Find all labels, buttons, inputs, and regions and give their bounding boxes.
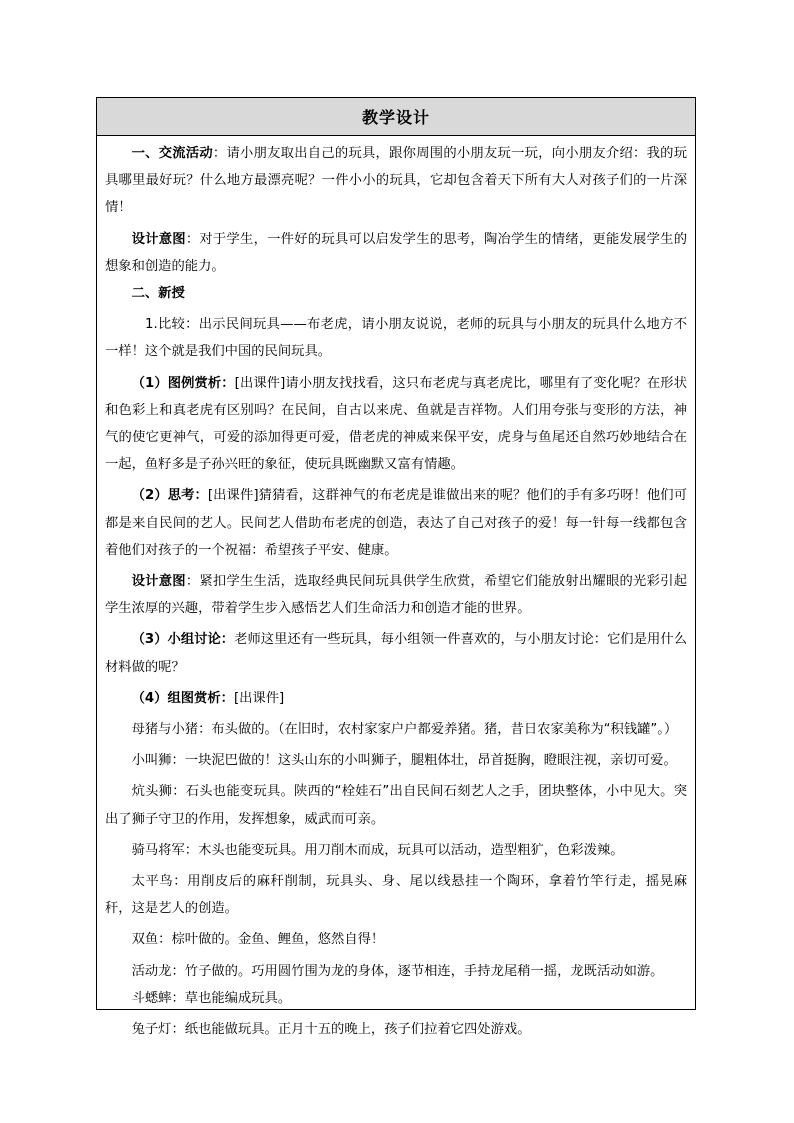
paragraph-text: ：请小朋友取出自己的玩具，跟你周围的小朋友玩一玩，向小朋友介绍：我的玩具哪里最好玩？什么地方最漂亮呢？一件小小的玩具，它却包含着天下所有大人对孩子们的一片深情！ (105, 146, 688, 216)
paragraph-text: [出课件] (233, 690, 285, 706)
paragraph-heading: （2）思考： (131, 488, 208, 504)
paragraph-text: 兔子灯：纸也能做玩具。正月十五的晚上，孩子们拉着它四处游戏。 (131, 1022, 531, 1038)
paragraph-new-lesson-heading (105, 280, 687, 307)
paragraph-text: [出课件]猜猜看，这群神气的布老虎是谁做出来的呢？他们的手有多巧呀！他们可都是来自民间的艺人。民间艺人借助布老虎的创造，表达了自己对孩子的爱！每一针每一线都包含着他们对孩子的一个祝福：希望孩子平安、健康。 (105, 488, 687, 558)
paragraph-heading: （3）小组讨论： (131, 632, 235, 648)
paragraph-peace-bird (105, 868, 687, 922)
paragraph-exchange-activity (105, 140, 687, 222)
paragraph-text: ：对于学生，一件好的玩具可以启发学生的思考，陶冶学生的情绪，更能发展学生的想象和创造的能力。 (105, 231, 688, 274)
paragraph-group-discussion (105, 626, 687, 680)
paragraph-text: 斗蟋蟀：草也能编成玩具。 (131, 990, 292, 1006)
paragraph-illustration-appreciation (105, 370, 687, 479)
paragraph-heading: 设计意图 (131, 574, 186, 590)
paragraph-text: 老师这里还有一些玩具，每小组领一件喜欢的，与小朋友讨论：它们是用什么材料做的呢？ (105, 632, 687, 675)
paragraph-group-appreciation (105, 685, 687, 712)
paragraph-text: 太平鸟：用削皮后的麻秆削制，玩具头、身、尾以线悬挂一个陶环，拿着竹竿行走，摇晃麻秆，这是艺人的创造。 (105, 874, 687, 917)
paragraph-design-intent-2 (105, 568, 687, 622)
paragraph-text: 炕头狮：石头也能变玩具。陕西的“栓娃石”出自民间石刻艺人之手，团块整体，小中见大。突出了狮子守卫的作用，发挥想象，威武而可亲。 (105, 784, 687, 827)
paragraph-sow-and-piglets (105, 716, 687, 743)
paragraph-heading: （4）组图赏析： (131, 690, 234, 706)
paragraph-thinking (105, 482, 687, 564)
table-header (97, 98, 695, 136)
paragraph-cricket (105, 985, 687, 1012)
paragraph-compare (105, 311, 687, 365)
paragraph-rabbit-lantern (105, 1016, 687, 1043)
paragraph-design-intent-1 (105, 226, 687, 280)
paragraph-text: 母猪与小猪：布头做的。（在旧时，农村家家户户都爱养猪。猪，昔日农家美称为“积钱罐”。） (131, 722, 678, 738)
paragraph-heading: 一、交流活动 (131, 146, 213, 161)
paragraph-horse-general (105, 837, 687, 864)
paragraph-little-lion (105, 747, 687, 774)
paragraph-heading: 设计意图 (131, 231, 186, 247)
paragraph-moving-dragon (105, 958, 687, 985)
paragraph-text: 骑马将军：木头也能变玩具。用刀削木而成，玩具可以活动，造型粗犷，色彩泼辣。 (131, 842, 624, 858)
paragraph-kang-lion (105, 778, 687, 832)
lesson-table (96, 97, 696, 1038)
paragraph-text: 双鱼：棕叶做的。金鱼、鲤鱼，悠然自得！ (131, 932, 385, 948)
paragraph-heading: （1）图例赏析： (131, 375, 235, 391)
paragraph-text: 活动龙：竹子做的。巧用圆竹围为龙的身体，逐节相连，手持龙尾稍一摇，龙既活动如游。 (131, 963, 664, 979)
page-title: 教学设计 (361, 108, 430, 127)
paragraph-text: ：紧扣学生生活，选取经典民间玩具供学生欣赏，希望它们能放射出耀眼的光彩引起学生浓厚的兴趣，带着学生步入感悟艺人们生命活力和创造才能的世界。 (105, 574, 688, 617)
paragraph-text: [出课件]请小朋友找找看，这只布老虎与真老虎比，哪里有了变化呢？在形状和色彩上和真老虎有区别吗？在民间，自古以来虎、鱼就是吉祥物。人们用夸张与变形的方法，神气的使它更神气，可爱的添加得更可爱，借老虎的神威来保平安，虎身与鱼尾还自然巧妙地结合在一起，鱼籽多是子孙兴旺的象征，使玩具既幽默又富有情趣。 (105, 375, 687, 473)
paragraph-heading: 二、新授 (131, 286, 185, 302)
table-body (97, 136, 695, 1043)
paragraph-text: 1.比较：出示民间玩具——布老虎，请小朋友说说，老师的玩具与小朋友的玩具什么地方不一样！这个就是我们中国的民间玩具。 (105, 317, 687, 360)
paragraph-text: 小叫狮：一块泥巴做的！这头山东的小叫狮子，腿粗体壮，昂首挺胸，瞪眼注视，亲切可爱。 (131, 753, 677, 769)
paragraph-double-fish (105, 926, 687, 953)
